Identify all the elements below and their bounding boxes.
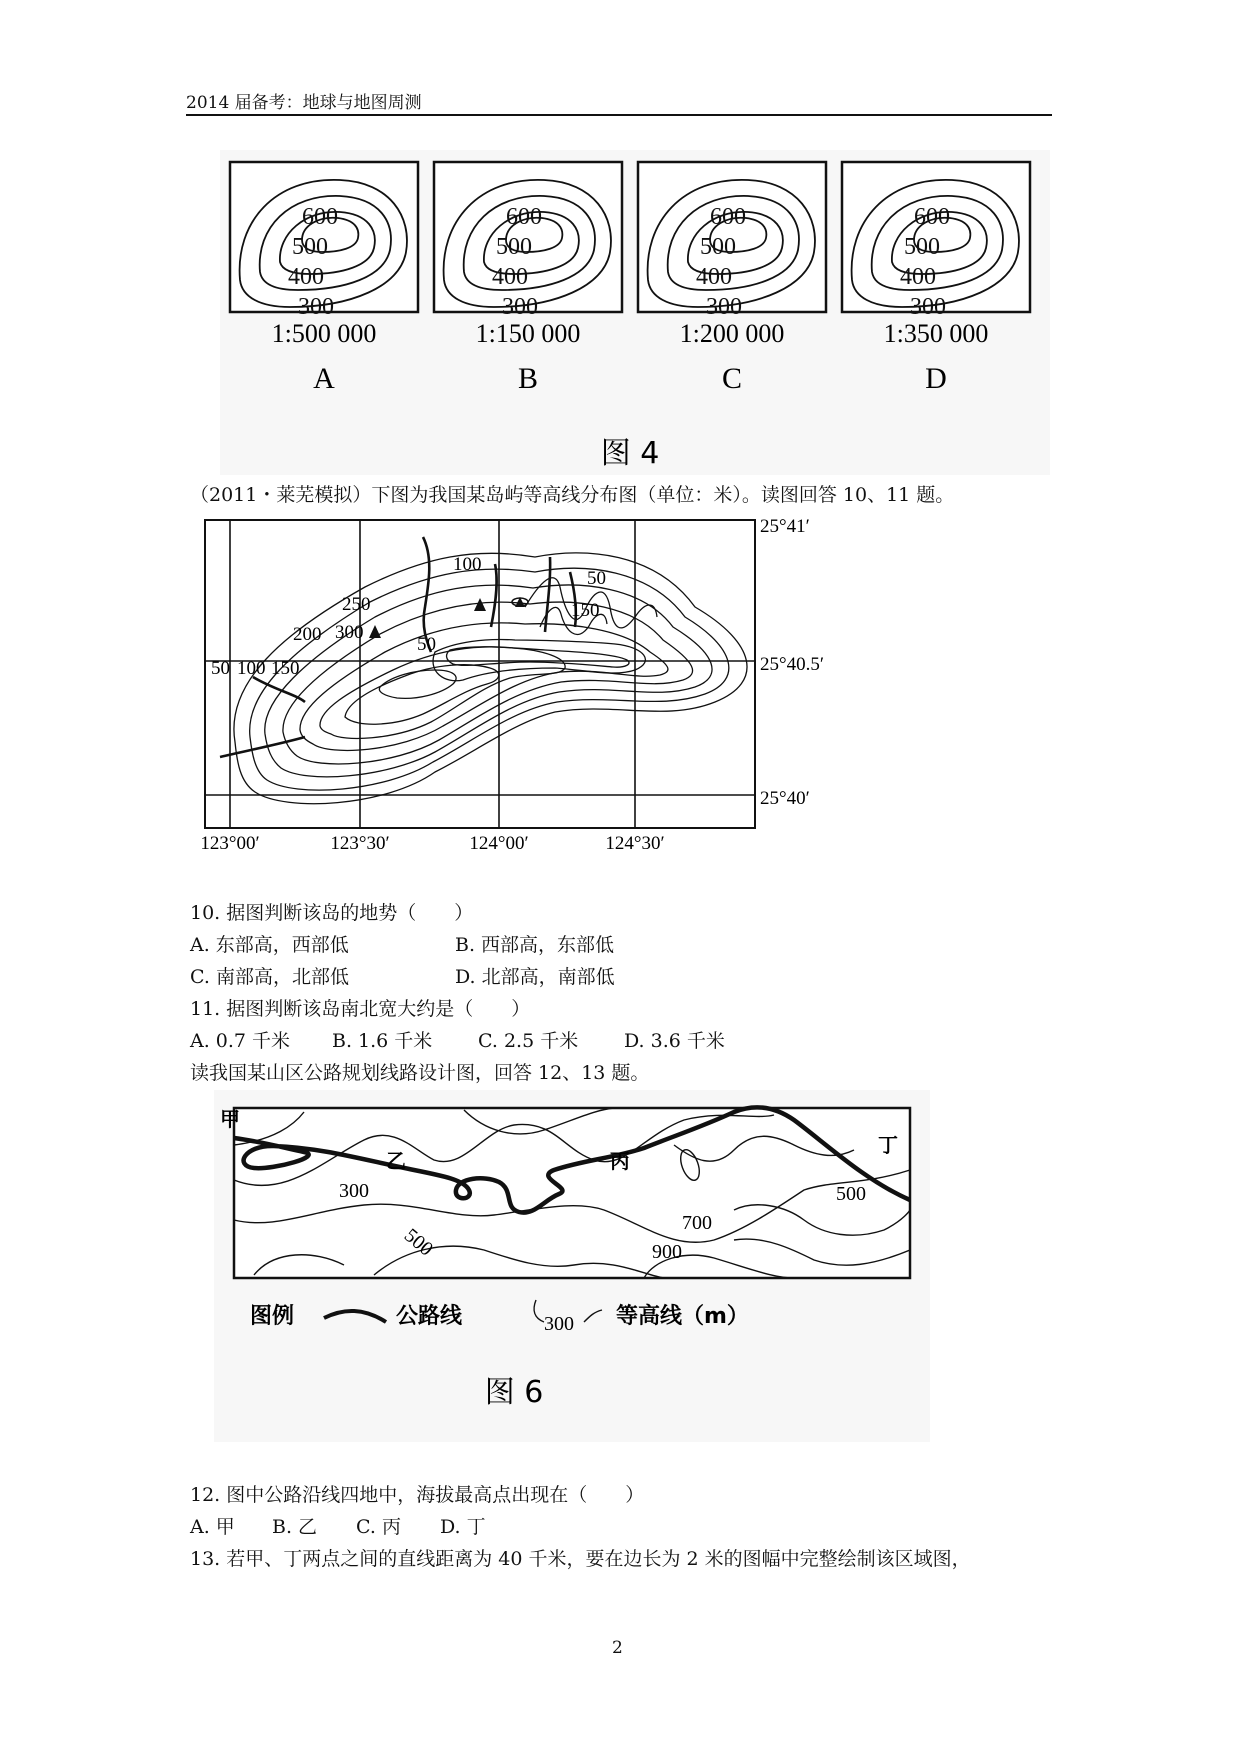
contour-value-label: 700 xyxy=(682,1212,712,1234)
question-12-option-a: A. 甲 xyxy=(190,1516,235,1538)
question-11-option-d: D. 3.6 千米 xyxy=(624,1030,725,1052)
question-12-option-d: D. 丁 xyxy=(440,1516,486,1538)
island-contour-label: 50 xyxy=(211,658,230,679)
question-12-option-c: C. 丙 xyxy=(356,1516,401,1538)
intro-text-1: （2011・莱芜模拟）下图为我国某岛屿等高线分布图（单位：米）。读图回答 10、11 题。 xyxy=(190,484,955,506)
question-10-option-c: C. 南部高，北部低 xyxy=(190,966,349,988)
island-contour-map xyxy=(195,512,895,852)
figure-4-contour-label: 500 xyxy=(292,234,328,260)
contour-value-label: 300 xyxy=(339,1180,369,1202)
longitude-label: 123°30′ xyxy=(330,833,390,852)
page-header-title: 2014 届备考：地球与地图周测 xyxy=(186,93,422,113)
figure-4-contour-label: 600 xyxy=(914,204,950,230)
longitude-label: 123°00′ xyxy=(200,833,260,852)
longitude-label: 124°30′ xyxy=(605,833,665,852)
figure-4-panel xyxy=(842,162,1030,395)
figure-4-contour-label: 300 xyxy=(502,294,538,320)
figure-4-panel xyxy=(434,162,622,395)
contour-value-label: 500 xyxy=(836,1183,866,1205)
legend-contour-value: 300 xyxy=(544,1313,574,1335)
figure-4-scale-label: 1:500 000 xyxy=(271,319,377,348)
legend-road-symbol xyxy=(324,1311,386,1322)
island-contour-label: 50 xyxy=(417,634,436,655)
figure-4-contour-label: 500 xyxy=(496,234,532,260)
question-11-stem: 11. 据图判断该岛南北宽大约是（ ） xyxy=(190,998,531,1020)
island-contour-label: 100 xyxy=(237,658,266,679)
figure-4-contour-label: 300 xyxy=(910,294,946,320)
question-12-option-b: B. 乙 xyxy=(272,1516,318,1538)
latitude-label: 25°40.5′ xyxy=(760,654,825,675)
figure-4-contour-label: 400 xyxy=(900,264,936,290)
island-contour-label: 150 xyxy=(271,658,300,679)
figure-6 xyxy=(214,1090,930,1442)
island-map-graphic xyxy=(195,512,895,852)
island-contour-label: 50 xyxy=(587,568,606,589)
question-10-option-b: B. 西部高，东部低 xyxy=(455,934,615,956)
figure-4-contour-label: 400 xyxy=(696,264,732,290)
legend-title: 图例 xyxy=(250,1304,295,1329)
question-11-option-b: B. 1.6 千米 xyxy=(332,1030,433,1052)
page-number: 2 xyxy=(612,1638,623,1658)
latitude-label: 25°40′ xyxy=(760,788,810,809)
figure-4-contour-label: 400 xyxy=(492,264,528,290)
header-rule xyxy=(186,114,1052,116)
figure-4-panel-letter: A xyxy=(313,362,335,395)
figure-4-caption: 图 4 xyxy=(600,436,660,471)
figure-4-scale-label: 1:150 000 xyxy=(475,319,581,348)
question-11-option-c: C. 2.5 千米 xyxy=(478,1030,579,1052)
place-label: 乙 xyxy=(386,1151,406,1173)
figure-4-graphic xyxy=(220,150,1050,475)
figure-6-caption: 图 6 xyxy=(484,1375,544,1410)
figure-4-contour-label: 600 xyxy=(710,204,746,230)
question-10-stem: 10. 据图判断该岛的地势（ ） xyxy=(190,902,474,924)
figure-4-contour-label: 500 xyxy=(700,234,736,260)
figure-4-panel-letter: D xyxy=(925,362,947,395)
question-11-option-a: A. 0.7 千米 xyxy=(190,1030,291,1052)
island-contour-label: 100 xyxy=(453,554,482,575)
figure-4-scale-label: 1:200 000 xyxy=(679,319,785,348)
intro-text-2: 读我国某山区公路规划线路设计图，回答 12、13 题。 xyxy=(190,1062,650,1084)
figure-4-panel-letter: C xyxy=(721,362,743,395)
legend-road-label: 公路线 xyxy=(396,1304,463,1329)
figure-6-graphic xyxy=(214,1090,930,1442)
island-contour-label: 150 xyxy=(571,600,600,621)
figure-4-panel-letter: B xyxy=(517,362,539,395)
figure-4-contour-label: 400 xyxy=(288,264,324,290)
figure-4-contour-label: 600 xyxy=(506,204,542,230)
figure-4-contour-label: 300 xyxy=(298,294,334,320)
question-10-option-d: D. 北部高，南部低 xyxy=(455,966,615,988)
island-contour-label: 300 xyxy=(335,622,364,643)
figure-4-panel xyxy=(230,162,418,395)
longitude-label: 124°00′ xyxy=(469,833,529,852)
figure-4-scale-label: 1:350 000 xyxy=(883,319,989,348)
question-10-option-a: A. 东部高，西部低 xyxy=(190,934,349,956)
figure-4-contour-label: 600 xyxy=(302,204,338,230)
figure-4-contour-label: 300 xyxy=(706,294,742,320)
latitude-label: 25°41′ xyxy=(760,516,810,537)
question-12-stem: 12. 图中公路沿线四地中，海拔最高点出现在（ ） xyxy=(190,1484,645,1506)
legend-contour-label: 等高线（m） xyxy=(616,1304,749,1329)
question-13-stem: 13. 若甲、丁两点之间的直线距离为 40 千米，要在边长为 2 米的图幅中完整绘制该区域图， xyxy=(190,1548,971,1570)
place-label: 甲 xyxy=(220,1109,240,1131)
place-label: 丙 xyxy=(610,1151,630,1173)
place-label: 丁 xyxy=(878,1135,898,1157)
contour-value-label: 500 xyxy=(399,1224,438,1261)
figure-4-contour-label: 500 xyxy=(904,234,940,260)
figure-4 xyxy=(220,150,1050,475)
island-contour-label: 250 xyxy=(342,594,371,615)
figure-4-panel xyxy=(638,162,826,395)
island-contour-label: 200 xyxy=(293,624,322,645)
contour-value-label: 900 xyxy=(652,1241,682,1263)
